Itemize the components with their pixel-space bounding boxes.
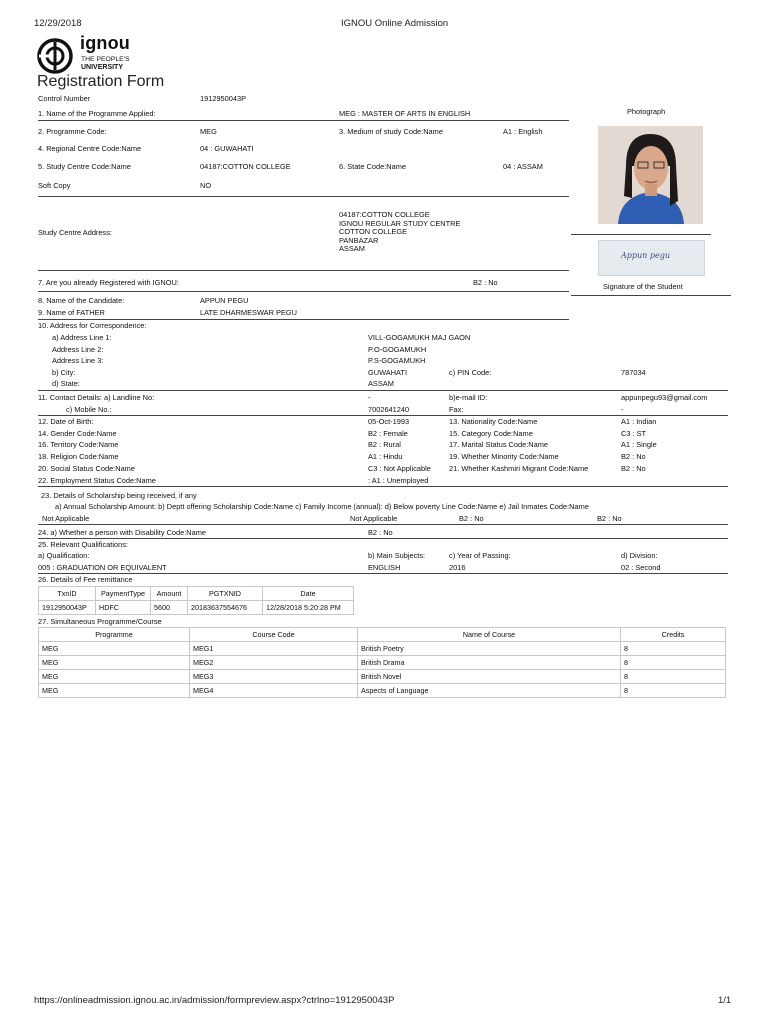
courses-col-header: Course Code bbox=[190, 628, 358, 642]
social-status-label: 20. Social Status Code:Name bbox=[38, 464, 135, 473]
course-cell: British Drama bbox=[358, 656, 621, 670]
divider bbox=[38, 319, 569, 320]
logo-name: ignou bbox=[80, 33, 130, 53]
city-value: GUWAHATI bbox=[368, 368, 408, 377]
address-line3-value: P.S-GOGAMUKH bbox=[368, 356, 426, 365]
email-label: b)e-mail ID: bbox=[449, 393, 488, 402]
divider bbox=[38, 538, 728, 539]
division-label: d) Division: bbox=[621, 551, 658, 560]
course-cell: Aspects of Language bbox=[358, 684, 621, 698]
fee-cell: 12/28/2018 5:20:28 PM bbox=[263, 601, 354, 615]
mobile-value: 7002641240 bbox=[368, 405, 410, 414]
landline-value: - bbox=[368, 393, 371, 402]
course-cell: British Poetry bbox=[358, 642, 621, 656]
employment-value: : A1 : Unemployed bbox=[368, 476, 429, 485]
city-label: b) City: bbox=[52, 368, 76, 377]
course-cell: British Novel bbox=[358, 670, 621, 684]
course-cell: MEG4 bbox=[190, 684, 358, 698]
marital-label: 17. Marital Status Code:Name bbox=[449, 440, 548, 449]
nationality-value: A1 : Indian bbox=[621, 417, 657, 426]
soft-copy-value: NO bbox=[200, 181, 212, 190]
kashmiri-migrant-label: 21. Whether Kashmiri Migrant Code:Name bbox=[449, 464, 589, 473]
divider bbox=[38, 270, 569, 271]
medium-value: A1 : English bbox=[503, 127, 543, 136]
year-of-passing-value: 2016 bbox=[449, 563, 466, 572]
page-number: 1/1 bbox=[718, 995, 732, 1006]
scholarship-amount-value: Not Applicable bbox=[42, 514, 90, 523]
fee-cell: HDFC bbox=[96, 601, 151, 615]
fee-cell: 1912950043P bbox=[39, 601, 96, 615]
divider bbox=[38, 196, 569, 197]
kashmiri-migrant-value: B2 : No bbox=[621, 464, 646, 473]
religion-value: A1 : Hindu bbox=[368, 452, 403, 461]
address-line: ASSAM bbox=[339, 244, 365, 254]
fax-value: - bbox=[621, 405, 624, 414]
jail-inmates-value: B2 : No bbox=[597, 514, 622, 523]
regional-centre-label: 4. Regional Centre Code:Name bbox=[38, 144, 142, 153]
address-line: 04187:COTTON COLLEGE bbox=[339, 210, 430, 219]
course-cell: MEG bbox=[39, 656, 190, 670]
main-subjects-value: ENGLISH bbox=[368, 563, 401, 572]
address-line3-label: Address Line 3: bbox=[52, 356, 104, 365]
below-poverty-value: B2 : No bbox=[459, 514, 484, 523]
table-row bbox=[39, 684, 726, 698]
photo-portrait bbox=[598, 126, 703, 224]
fax-label: Fax: bbox=[449, 405, 464, 414]
mobile-label: c) Mobile No.: bbox=[66, 405, 112, 414]
state-label: 6. State Code:Name bbox=[339, 162, 406, 171]
email-value: appunpegu93@gmail.com bbox=[621, 393, 708, 402]
territory-value: B2 : Rural bbox=[368, 440, 401, 449]
course-cell: MEG bbox=[39, 684, 190, 698]
address-line1-label: a) Address Line 1: bbox=[52, 333, 112, 342]
study-centre-address-block bbox=[339, 211, 460, 254]
course-cell: MEG bbox=[39, 642, 190, 656]
candidate-name-label: 8. Name of the Candidate: bbox=[38, 296, 125, 305]
programme-applied-value: MEG : MASTER OF ARTS IN ENGLISH bbox=[339, 109, 471, 118]
dob-label: 12. Date of Birth: bbox=[38, 417, 94, 426]
divider bbox=[38, 486, 728, 487]
divider bbox=[38, 573, 728, 574]
minority-label: 19. Whether Minority Code:Name bbox=[449, 452, 559, 461]
divider bbox=[38, 524, 728, 525]
course-cell: 8 bbox=[621, 670, 726, 684]
fee-cell: 20183637554676 bbox=[188, 601, 263, 615]
fee-col-header: PaymentType bbox=[96, 587, 151, 601]
disability-value: B2 : No bbox=[368, 528, 393, 537]
course-cell: MEG1 bbox=[190, 642, 358, 656]
form-title: Registration Form bbox=[37, 73, 165, 90]
division-value: 02 : Second bbox=[621, 563, 661, 572]
address-line: IGNOU REGULAR STUDY CENTRE bbox=[339, 218, 461, 228]
print-title: IGNOU Online Admission bbox=[341, 18, 449, 29]
study-centre-value: 04187:COTTON COLLEGE bbox=[200, 162, 291, 171]
study-centre-label: 5. Study Centre Code:Name bbox=[38, 162, 131, 171]
registered-value: B2 : No bbox=[473, 278, 498, 287]
fee-table bbox=[38, 586, 354, 615]
employment-label: 22. Employment Status Code:Name bbox=[38, 476, 156, 485]
address-line2-value: P.O-GOGAMUKH bbox=[368, 345, 427, 354]
address-line2-label: Address Line 2: bbox=[52, 345, 104, 354]
pin-label: c) PIN Code: bbox=[449, 368, 492, 377]
category-value: C3 : ST bbox=[621, 429, 647, 438]
family-income-value: Not Applicable bbox=[350, 514, 398, 523]
main-subjects-label: b) Main Subjects: bbox=[368, 551, 426, 560]
control-number-label: Control Number bbox=[38, 94, 91, 103]
course-cell: MEG2 bbox=[190, 656, 358, 670]
course-cell: MEG bbox=[39, 670, 190, 684]
religion-label: 18. Religion Code:Name bbox=[38, 452, 119, 461]
gender-value: B2 : Female bbox=[368, 429, 408, 438]
signature-label: Signature of the Student bbox=[603, 282, 683, 291]
logo-tagline-2: UNIVERSITY bbox=[81, 64, 124, 71]
state-value: 04 : ASSAM bbox=[503, 162, 543, 171]
course-cell: 8 bbox=[621, 656, 726, 670]
father-name-value: LATE DHARMESWAR PEGU bbox=[200, 308, 297, 317]
divider bbox=[38, 291, 569, 292]
course-cell: 8 bbox=[621, 684, 726, 698]
divider bbox=[38, 415, 728, 416]
nationality-label: 13. Nationality Code:Name bbox=[449, 417, 538, 426]
category-label: 15. Category Code:Name bbox=[449, 429, 533, 438]
disability-label: 24. a) Whether a person with Disability Code:Name bbox=[38, 528, 207, 537]
regional-centre-value: 04 : GUWAHATI bbox=[200, 144, 254, 153]
fee-col-header: Date bbox=[263, 587, 354, 601]
divider bbox=[38, 120, 569, 121]
signature-image bbox=[598, 240, 705, 276]
candidate-name-value: APPUN PEGU bbox=[200, 296, 249, 305]
scholarship-heading: 23. Details of Scholarship being received, if any bbox=[41, 491, 197, 500]
address-line: PANBAZAR bbox=[339, 235, 379, 245]
address-line1-value: VILL-GOGAMUKH MAJ GAON bbox=[368, 333, 471, 342]
dob-value: 05-Oct-1993 bbox=[368, 417, 410, 426]
soft-copy-label: Soft Copy bbox=[38, 181, 71, 190]
scholarship-subheading: a) Annual Scholarship Amount: b) Deptt offering Scholarship Code:Name c) Family Income (annual): d) Below poverty Line Code:Name e) Jail Inmates Code:Name bbox=[55, 502, 589, 511]
qualification-heading: 25. Relevant Qualifications: bbox=[38, 540, 128, 549]
territory-label: 16. Territory Code:Name bbox=[38, 440, 119, 449]
course-cell: 8 bbox=[621, 642, 726, 656]
fee-table-header bbox=[39, 587, 354, 601]
qualification-value: 005 : GRADUATION OR EQUIVALENT bbox=[38, 563, 167, 572]
year-of-passing-label: c) Year of Passing: bbox=[449, 551, 511, 560]
social-status-value: C3 : Not Applicable bbox=[368, 464, 431, 473]
print-date: 12/29/2018 bbox=[34, 18, 82, 29]
logo-tagline-1: THE PEOPLE'S bbox=[81, 56, 130, 63]
programme-code-label: 2. Programme Code: bbox=[38, 127, 107, 136]
registered-label: 7. Are you already Registered with IGNOU: bbox=[38, 278, 179, 287]
fee-heading: 26. Details of Fee remittance bbox=[38, 575, 133, 584]
contact-heading: 11. Contact Details: a) Landline No: bbox=[38, 393, 155, 402]
minority-value: B2 : No bbox=[621, 452, 646, 461]
courses-table-header bbox=[39, 628, 726, 642]
pin-value: 787034 bbox=[621, 368, 646, 377]
fee-col-header: Amount bbox=[151, 587, 188, 601]
programme-code-value: MEG bbox=[200, 127, 217, 136]
divider bbox=[38, 390, 728, 391]
courses-heading: 27. Simultaneous Programme/Course bbox=[38, 617, 162, 626]
address-line: COTTON COLLEGE bbox=[339, 227, 408, 237]
marital-value: A1 : Single bbox=[621, 440, 657, 449]
ignou-emblem-icon bbox=[37, 38, 73, 74]
courses-col-header: Credits bbox=[621, 628, 726, 642]
courses-col-header: Programme bbox=[39, 628, 190, 642]
fee-cell: 5600 bbox=[151, 601, 188, 615]
courses-col-header: Name of Course bbox=[358, 628, 621, 642]
table-row bbox=[39, 642, 726, 656]
courses-table bbox=[38, 627, 726, 698]
divider bbox=[571, 295, 731, 296]
table-row bbox=[39, 670, 726, 684]
table-row bbox=[39, 656, 726, 670]
qualification-label: a) Qualification: bbox=[38, 551, 90, 560]
fee-table-row bbox=[39, 601, 354, 615]
course-cell: MEG3 bbox=[190, 670, 358, 684]
study-centre-address-label: Study Centre Address: bbox=[38, 228, 112, 237]
father-name-label: 9. Name of FATHER bbox=[38, 308, 105, 317]
page-url: https://onlineadmission.ignou.ac.in/admission/formpreview.aspx?ctrlno=1912950043P bbox=[34, 995, 395, 1006]
fee-col-header: PGTXNID bbox=[188, 587, 263, 601]
state-address-value: ASSAM bbox=[368, 379, 394, 388]
state-address-label: d) State: bbox=[52, 379, 80, 388]
divider bbox=[571, 234, 711, 235]
programme-applied-label: 1. Name of the Programme Applied: bbox=[38, 109, 156, 118]
candidate-photograph bbox=[598, 126, 703, 224]
correspondence-heading: 10. Address for Correspondence: bbox=[38, 321, 147, 330]
photograph-label: Photograph bbox=[627, 107, 666, 116]
control-number-value: 1912950043P bbox=[200, 94, 247, 103]
fee-col-header: TxnID bbox=[39, 587, 96, 601]
gender-label: 14. Gender Code:Name bbox=[38, 429, 117, 438]
medium-label: 3. Medium of study Code:Name bbox=[339, 127, 443, 136]
signature-scribble: Appun pegu bbox=[621, 251, 670, 260]
